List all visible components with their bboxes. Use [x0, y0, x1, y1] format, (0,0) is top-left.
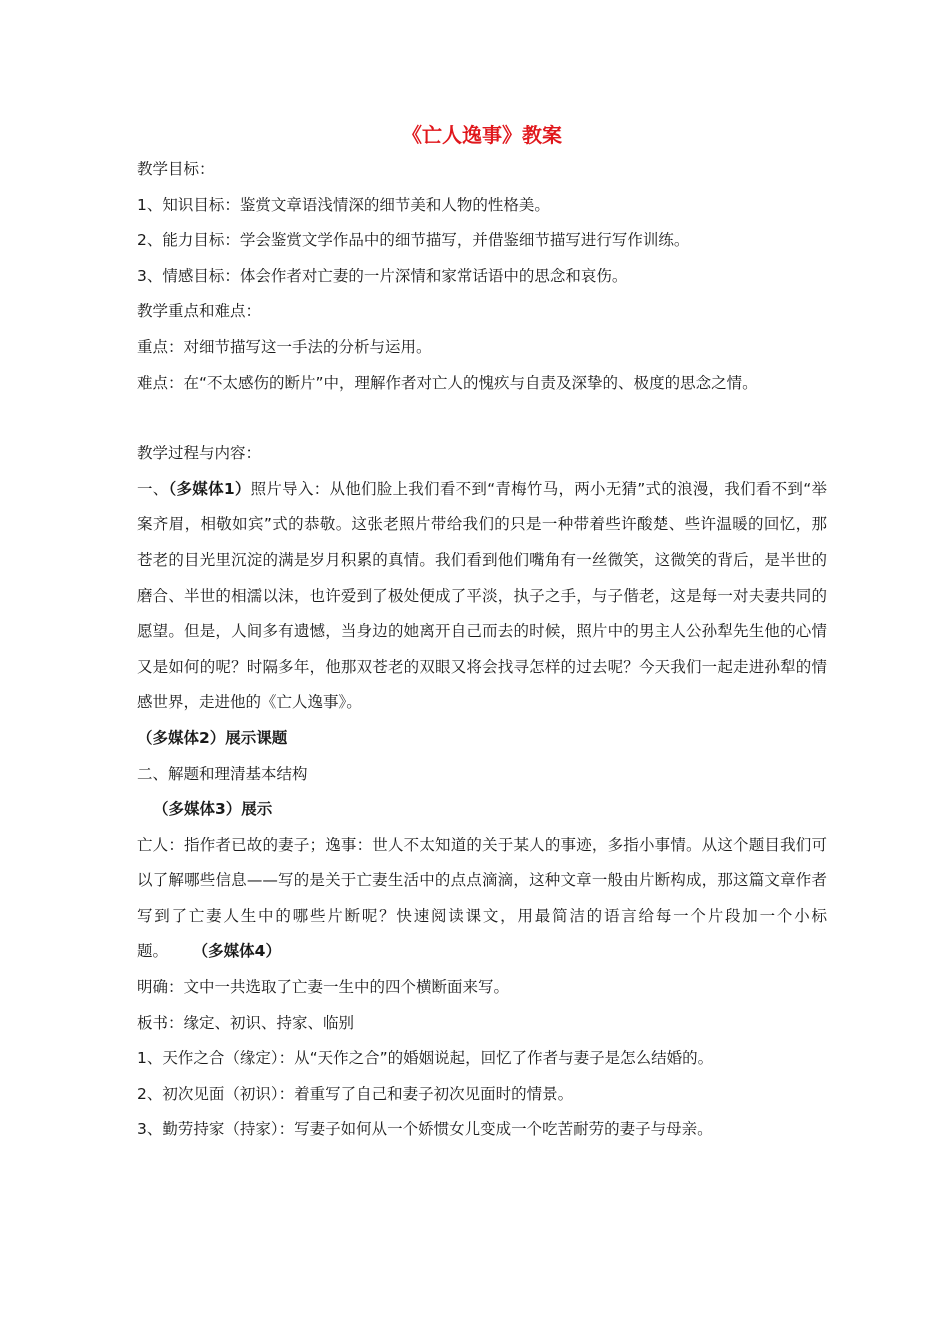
media-2-label: （多媒体2）展示课题 [137, 728, 288, 747]
document-page [137, 118, 827, 1148]
difficulty-text: 难点：在“不太感伤的断片”中，理解作者对亡人的愧疚与自责及深挚的、极度的思念之情。 [137, 373, 758, 392]
section-1-paragraph [137, 472, 827, 721]
process-heading: 教学过程与内容： [137, 444, 262, 463]
structure-item-1: 1、天作之合（缘定）：从“天作之合”的婚姻说起，回忆了作者与妻子是怎么结婚的。 [137, 1049, 714, 1068]
document-title: 《亡人逸事》教案 [402, 123, 562, 147]
section-2-text: 亡人：指作者已故的妻子；逸事：世人不太知道的关于某人的事迹，多指小事情。从这个题目我们可以了解哪些信息——写的是关于亡妻生活中的点点滴滴，这种文章一般由片断构成，那这篇文章作者写到了亡妻人生中的哪些片断呢？快速阅读课文，用最简洁的语言给每一个片段加一个小标题。 [137, 835, 827, 961]
objective-2: 2、能力目标：学会鉴赏文学作品中的细节描写，并借鉴细节描写进行写作训练。 [137, 231, 690, 250]
board-text: 板书：缘定、初识、持家、临别 [137, 1013, 355, 1032]
section-2-heading: 二、解题和理清基本结构 [137, 764, 308, 783]
media-3-label: （多媒体3）展示 [153, 800, 273, 819]
keypoint-text: 重点：对细节描写这一手法的分析与运用。 [137, 337, 432, 356]
section-1-prefix: 一、 [137, 479, 169, 498]
clarify-text: 明确：文中一共选取了亡妻一生中的四个横断面来写。 [137, 978, 510, 997]
objectives-heading: 教学目标： [137, 160, 215, 178]
objective-1: 1、知识目标：鉴赏文章语浅情深的细节美和人物的性格美。 [137, 195, 550, 214]
section-2-paragraph [137, 828, 827, 970]
section-1-text: 照片导入：从他们脸上我们看不到“青梅竹马，两小无猜”式的浪漫，我们看不到“举案齐眉，相敬如宾”式的恭敬。这张老照片带给我们的只是一种带着些许酸楚、些许温暖的回忆，那苍老的目光里沉淀的满是岁月积累的真情。我们看到他们嘴角有一丝微笑，这微笑的背后，是半世的磨合、半世的相濡以沫，也许爱到了极处便成了平淡，执子之手，与子偕老，这是每一对夫妻共同的愿望。但是，人间多有遗憾，当身边的她离开自己而去的时候，照片中的男主人公孙犁先生他的心情又是如何的呢？时隔多年，他那双苍老的双眼又将会找寻怎样的过去呢？今天我们一起走进孙犁的情感世界，走进他的《亡人逸事》。 [137, 479, 827, 712]
objective-3: 3、情感目标：体会作者对亡妻的一片深情和家常话语中的思念和哀伤。 [137, 266, 628, 285]
spacer [137, 401, 827, 436]
structure-item-2: 2、初次见面（初识）：着重写了自己和妻子初次见面时的情景。 [137, 1084, 574, 1103]
keypoints-heading: 教学重点和难点： [137, 302, 262, 321]
structure-item-3: 3、勤劳持家（持家）：写妻子如何从一个娇惯女儿变成一个吃苦耐劳的妻子与母亲。 [137, 1120, 713, 1139]
media-1-label: （多媒体1） [168, 479, 251, 498]
media-4-label: （多媒体4） [192, 942, 281, 961]
